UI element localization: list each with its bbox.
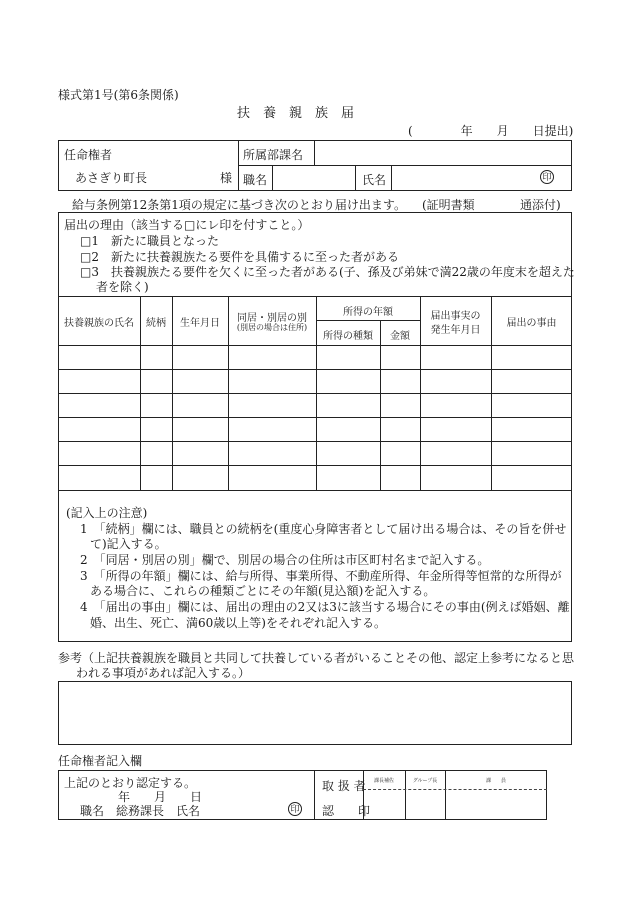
approval-date: 年 月 日: [118, 790, 203, 804]
appointer-name: あさぎり町長: [75, 171, 148, 185]
form-number: 様式第1号(第6条関係): [58, 88, 179, 102]
col-header-birthdate: 生年月日: [180, 318, 220, 329]
col-header-income-type: 所得の種類: [323, 331, 373, 342]
signer-text: 職名 総務課長 氏名: [80, 804, 201, 818]
reason-heading: 届出の理由（該当する□にレ印を付すこと。）: [64, 218, 310, 232]
note-item: 3 「所得の年額」欄には、給与所得、事業所得、不動産所得、年金所得等恒常的な所得が: [80, 569, 562, 583]
note-item: 1 「続柄」欄には、職員との続柄を(重度心身障害者として届け出る場合は、その旨を併せ: [80, 522, 567, 536]
reason-option-3[interactable]: □3 扶養親族たる要件を欠くに至った者がある(子、孫及び弟妹で満22歳の年度末を超えた: [80, 265, 575, 279]
col-header-cohabit: 同居・別居の別: [237, 313, 307, 324]
col-header-reason: 届出の事由: [506, 318, 557, 329]
notes-heading: (記入上の注意): [66, 506, 148, 520]
appointer-section-label: 任命権者記入欄: [58, 754, 143, 768]
page-title: 扶 養 親 族 届: [237, 106, 355, 121]
col-header-name: 扶養親族の氏名: [64, 318, 134, 329]
seal-icon: 印: [288, 802, 302, 816]
col-staff: 課 員: [485, 778, 506, 784]
reference-input-box[interactable]: [58, 681, 572, 745]
seal-icon: 印: [540, 170, 554, 184]
appointer-label: 任命権者: [64, 148, 113, 162]
col-header-fact-date-1: 届出事実の: [430, 311, 481, 322]
col-header-cohabit-note: (別居の場合は住所): [236, 323, 308, 332]
col-header-fact-date-2: 発生年月日: [430, 325, 481, 336]
reason-option-2[interactable]: □2 新たに扶養親族たる要件を具備するに至った者がある: [80, 250, 399, 264]
note-item: 婚、出生、死亡、満60歳以上等)をそれぞれ記入する。: [90, 616, 386, 630]
approved-text: 上記のとおり認定する。: [64, 776, 197, 790]
reference-line-2: われる事項があれば記入する。）: [76, 666, 251, 680]
submission-date-line: ( 年 月 日提出): [408, 124, 574, 138]
certificate-label: (証明書類: [422, 198, 475, 212]
attached-label: 通添付): [520, 198, 561, 212]
note-item: 4 「届出の事由」欄には、届出の理由の2又は3に該当する場合にその事由(例えば婚姻、離: [80, 600, 570, 614]
note-item: 2 「同居・別居の別」欄で、別居の場合の住所は市区町村名まで記入する。: [80, 553, 490, 567]
statement-text: 給与条例第12条第1項の規定に基づき次のとおり届け出ます。: [72, 198, 406, 212]
job-title-label: 職名: [243, 173, 268, 187]
col-section-chief: 課長補佐: [373, 778, 394, 784]
reason-option-3-cont: 者を除く): [96, 280, 149, 294]
reason-option-1[interactable]: □1 新たに職員となった: [80, 234, 219, 248]
col-group-chief: グループ長: [412, 778, 438, 784]
handler-label: 取 扱 者: [322, 779, 366, 793]
reference-line-1: 参考（上記扶養親族を職員と共同して扶養している者がいることその他、認定上参考になると思: [58, 651, 575, 665]
col-header-amount: 金額: [390, 331, 410, 342]
note-item: ある場合に、これらの種類ごとにその年額(見込額)を記入する。: [90, 584, 436, 598]
note-item: て)記入する。: [90, 537, 167, 551]
name-label: 氏名: [362, 173, 387, 187]
col-header-relation: 続柄: [146, 318, 166, 329]
col-header-income: 所得の年額: [343, 307, 393, 318]
approval-seal-label: 認 印: [322, 804, 371, 818]
department-label: 所属部課名: [243, 148, 304, 162]
honorific-sama: 様: [220, 171, 233, 185]
